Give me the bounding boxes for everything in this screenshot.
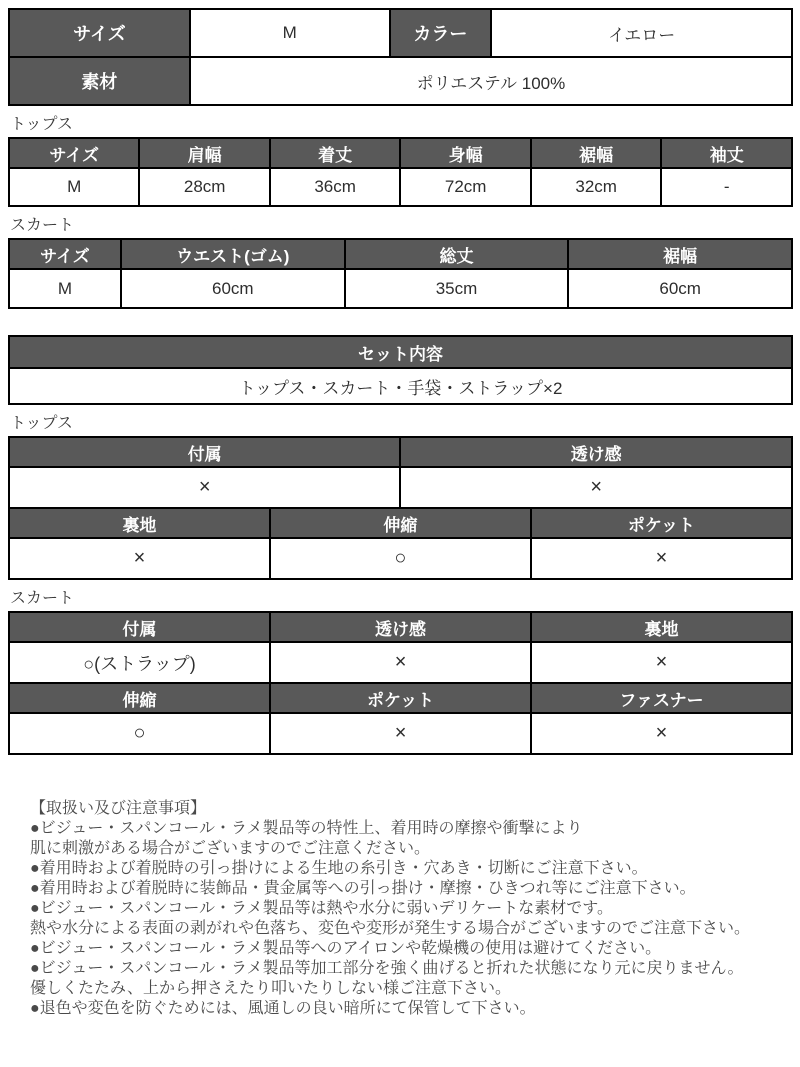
col-header: 裾幅 — [568, 239, 792, 269]
material-header: 素材 — [9, 57, 190, 105]
col-header: 総丈 — [345, 239, 569, 269]
cell-value: × — [270, 642, 531, 683]
col-header: 身幅 — [400, 138, 531, 168]
table-row — [9, 57, 792, 105]
cell-value: × — [400, 467, 792, 508]
tops-measure-table — [8, 137, 793, 207]
table-row — [9, 269, 792, 308]
col-header: 着丈 — [270, 138, 401, 168]
col-header: サイズ — [9, 239, 121, 269]
skirt-measure-table — [8, 238, 793, 309]
col-header: 伸縮 — [9, 683, 270, 713]
cell-value: × — [531, 538, 792, 579]
table-row — [9, 508, 792, 538]
care-note-line: 熱や水分による表面の剥がれや色落ち、変色や変形が発生する場合がございますのでご注意下さい。 — [30, 920, 751, 937]
cell-value: 36cm — [270, 168, 401, 206]
set-contents-table — [8, 335, 793, 405]
cell-value: 60cm — [121, 269, 345, 308]
table-row — [9, 9, 792, 57]
care-note-line: 優しくたたみ、上から押さえたり叩いたりしない様ご注意下さい。 — [30, 980, 511, 997]
care-notes-title: 【取扱い及び注意事項】 — [30, 800, 207, 817]
table-row — [9, 612, 792, 642]
col-header: ファスナー — [531, 683, 792, 713]
cell-value: ○(ストラップ) — [9, 642, 270, 683]
care-note-line: ●着用時および着脱時の引っ掛けによる生地の糸引き・穴あき・切断にご注意下さい。 — [30, 860, 648, 877]
cell-value: 32cm — [531, 168, 662, 206]
table-row — [9, 336, 792, 368]
cell-value: 60cm — [568, 269, 792, 308]
care-note-line: ●退色や変色を防ぐためには、風通しの良い暗所にて保管して下さい。 — [30, 1000, 536, 1017]
col-header: 裏地 — [531, 612, 792, 642]
care-note-line: ●ビジュー・スパンコール・ラメ製品等は熱や水分に弱いデリケートな素材です。 — [30, 900, 613, 917]
tops-section-label: トップス — [10, 116, 73, 133]
cell-value: 72cm — [400, 168, 531, 206]
table-row — [9, 538, 792, 579]
color-value: イエロー — [491, 9, 792, 57]
set-contents-header: セット内容 — [9, 336, 792, 368]
care-note-line: ●着用時および着脱時に装飾品・貴金属等への引っ掛け・摩擦・ひきつれ等にご注意下さい。 — [30, 880, 696, 897]
cell-value: × — [9, 467, 400, 508]
table-row — [9, 168, 792, 206]
care-note-line: 肌に刺激がある場合がございますのでご注意ください。 — [30, 840, 431, 857]
cell-value: × — [531, 642, 792, 683]
set-contents-value: トップス・スカート・手袋・ストラップ×2 — [9, 368, 792, 404]
col-header: 裏地 — [9, 508, 270, 538]
col-header: 裾幅 — [531, 138, 662, 168]
col-header: 肩幅 — [139, 138, 269, 168]
skirt-features-table — [8, 611, 793, 755]
care-note-line: ●ビジュー・スパンコール・ラメ製品等の特性上、着用時の摩擦や衝撃により — [30, 820, 583, 837]
care-notes — [30, 799, 793, 1019]
table-row — [9, 467, 792, 508]
table-row — [9, 713, 792, 754]
col-header: 透け感 — [270, 612, 531, 642]
col-header: 付属 — [9, 437, 400, 467]
cell-value: × — [270, 713, 531, 754]
col-header: 付属 — [9, 612, 270, 642]
size-value: M — [190, 9, 390, 57]
table-row — [9, 239, 792, 269]
col-header: ウエスト(ゴム) — [121, 239, 345, 269]
table-row — [9, 683, 792, 713]
cell-value: 28cm — [139, 168, 269, 206]
material-value: ポリエステル 100% — [190, 57, 792, 105]
col-header: 袖丈 — [661, 138, 792, 168]
cell-value: × — [531, 713, 792, 754]
col-header: サイズ — [9, 138, 139, 168]
table-row — [9, 138, 792, 168]
cell-value: ○ — [270, 538, 531, 579]
cell-value: ○ — [9, 713, 270, 754]
tops-features-section-label: トップス — [10, 415, 73, 432]
main-spec-table — [8, 8, 793, 106]
col-header: 伸縮 — [270, 508, 531, 538]
table-row — [9, 437, 792, 467]
skirt-features-section-label: スカート — [10, 590, 75, 607]
cell-value: 35cm — [345, 269, 569, 308]
color-header: カラー — [390, 9, 492, 57]
col-header: 透け感 — [400, 437, 792, 467]
col-header: ポケット — [531, 508, 792, 538]
cell-value: × — [9, 538, 270, 579]
care-note-line: ●ビジュー・スパンコール・ラメ製品等へのアイロンや乾燥機の使用は避けてください。 — [30, 940, 662, 957]
col-header: ポケット — [270, 683, 531, 713]
skirt-section-label: スカート — [10, 217, 75, 234]
size-header: サイズ — [9, 9, 190, 57]
table-row — [9, 642, 792, 683]
table-row — [9, 368, 792, 404]
cell-value: M — [9, 168, 139, 206]
cell-value: - — [661, 168, 792, 206]
care-note-line: ●ビジュー・スパンコール・ラメ製品等加工部分を強く曲げると折れた状態になり元に戻りません。 — [30, 960, 744, 977]
cell-value: M — [9, 269, 121, 308]
tops-features-table — [8, 436, 793, 580]
